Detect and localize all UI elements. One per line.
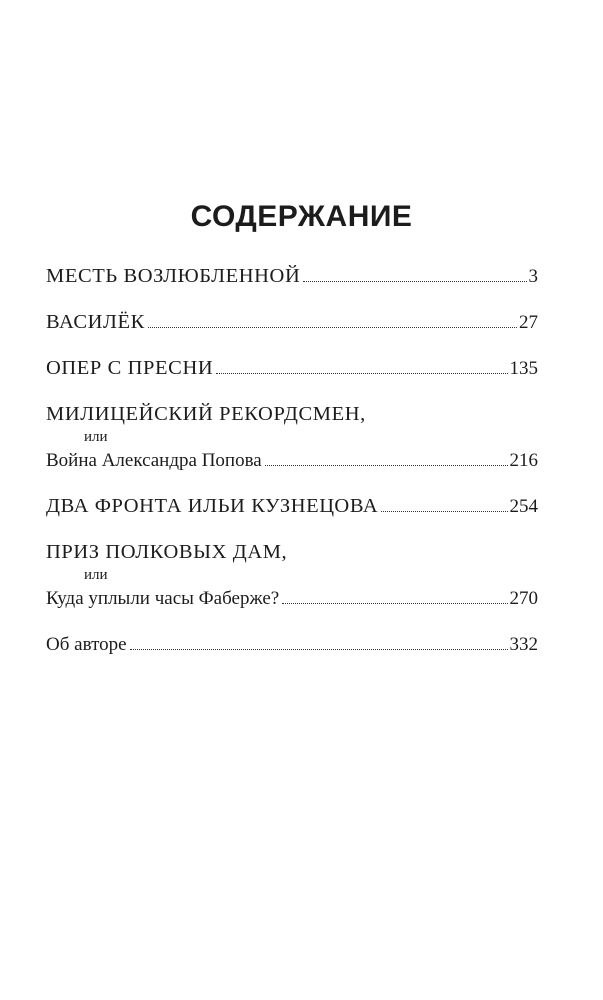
- dot-leader: [265, 465, 508, 466]
- toc-entry[interactable]: [46, 262, 538, 291]
- entry-title: ДВА ФРОНТА ИЛЬИ КУЗНЕЦОВА: [46, 495, 379, 517]
- entry-title: МИЛИЦЕЙСКИЙ РЕКОРДСМЕН,: [46, 403, 366, 425]
- dot-leader: [130, 649, 508, 650]
- table-of-contents: [46, 262, 538, 676]
- entry-subtitle: Куда уплыли часы Фаберже?: [46, 588, 280, 609]
- page-number: 332: [509, 634, 538, 655]
- toc-entry[interactable]: [46, 492, 538, 521]
- page-title: СОДЕРЖАНИЕ: [190, 200, 413, 233]
- toc-entry[interactable]: [46, 354, 538, 383]
- page-number: 27: [519, 312, 538, 333]
- dot-leader: [303, 281, 526, 282]
- entry-title: ВАСИЛЁК: [46, 311, 145, 333]
- entry-title: МЕСТЬ ВОЗЛЮБЛЕННОЙ: [46, 265, 301, 287]
- toc-entry[interactable]: [46, 630, 538, 659]
- page-number: 3: [528, 266, 538, 287]
- dot-leader: [381, 511, 507, 512]
- dot-leader: [216, 373, 507, 374]
- entry-conjunction: или: [84, 567, 108, 583]
- toc-entry[interactable]: [46, 308, 538, 337]
- toc-entry[interactable]: [46, 400, 538, 475]
- toc-entry[interactable]: [46, 538, 538, 613]
- entry-subtitle: Война Александра Попова: [46, 450, 262, 471]
- entry-title: ОПЕР С ПРЕСНИ: [46, 357, 214, 379]
- page-number: 270: [509, 588, 538, 609]
- page-number: 254: [509, 496, 538, 517]
- page-number: 216: [509, 450, 538, 471]
- entry-title: Об авторе: [46, 634, 127, 655]
- entry-title: ПРИЗ ПОЛКОВЫХ ДАМ,: [46, 541, 288, 563]
- page-number: 135: [509, 358, 538, 379]
- entry-conjunction: или: [84, 429, 108, 445]
- dot-leader: [148, 327, 517, 328]
- dot-leader: [282, 603, 507, 604]
